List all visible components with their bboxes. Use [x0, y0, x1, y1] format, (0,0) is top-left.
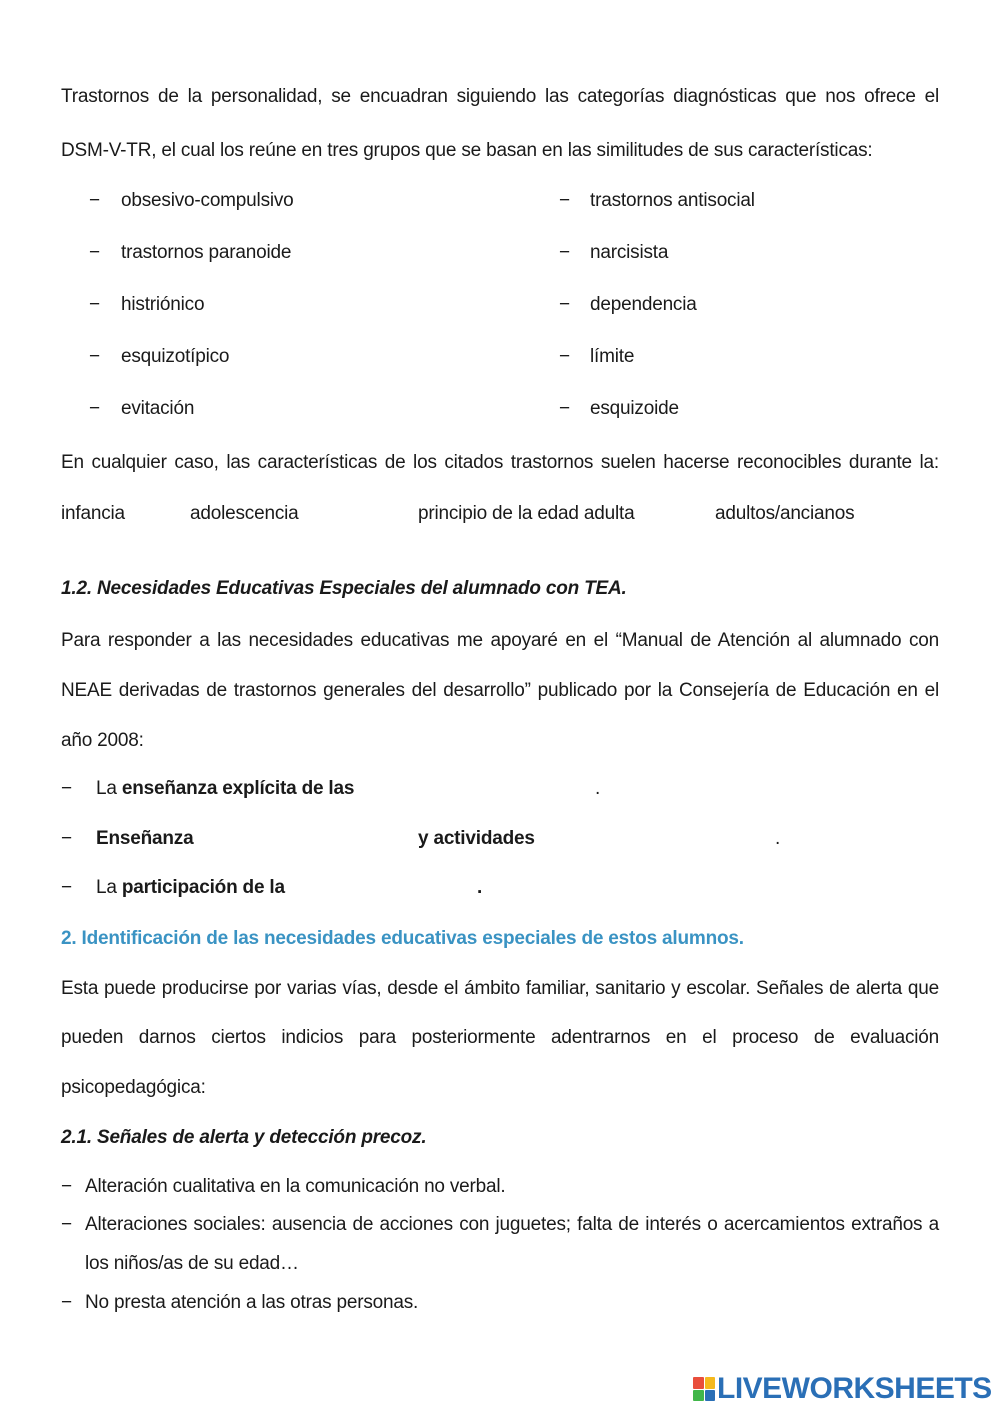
list-dash: − — [61, 877, 73, 898]
list-dash: − — [61, 1176, 73, 1197]
disorder-right-item: narcisista — [590, 242, 669, 263]
disorder-right-item: trastornos antisocial — [590, 190, 755, 211]
logo-tile — [693, 1390, 704, 1402]
fill-item-end: . — [477, 877, 483, 898]
onset-sentence: En cualquier caso, las características de los citados trastornos suelen hacerse reconocibles durante la: — [61, 452, 939, 473]
blank-input[interactable] — [197, 826, 415, 850]
list-dash: − — [559, 190, 571, 211]
section-1-2-heading: 1.2. Necesidades Educativas Especiales del alumnado con TEA. — [61, 578, 627, 599]
disorder-right-item: límite — [590, 346, 635, 367]
intro-line-1: Trastornos de la personalidad, se encuadran siguiendo las categorías diagnósticas que nos ofrece el — [61, 86, 939, 107]
disorder-left-item: esquizotípico — [121, 346, 230, 367]
disorder-left-item: histriónico — [121, 294, 205, 315]
liveworksheets-logo[interactable] — [693, 1372, 992, 1406]
disorder-right-item: esquizoide — [590, 398, 679, 419]
disorder-right-item: dependencia — [590, 294, 697, 315]
fill-item-bold: enseñanza explícita de las — [121, 778, 355, 799]
section-2-para-line-3: psicopedagógica: — [61, 1077, 206, 1098]
intro-line-2: DSM-V-TR, el cual los reúne en tres grupos que se basan en las similitudes de sus características: — [61, 140, 873, 161]
blank-input[interactable] — [289, 875, 475, 899]
onset-option-adultos[interactable]: adultos/ancianos — [715, 503, 855, 524]
fill-item-bold: participación de la — [121, 877, 285, 898]
list-dash: − — [89, 398, 101, 419]
fill-item-1 — [96, 778, 354, 800]
brand-name: LIVEWORKSHEETS — [717, 1372, 992, 1405]
list-dash: − — [89, 242, 101, 263]
alert-item: Alteración cualitativa en la comunicación no verbal. — [85, 1176, 506, 1197]
fill-item-bold: y actividades — [418, 828, 535, 849]
list-dash: − — [61, 1214, 73, 1235]
section-2-heading: 2. Identificación de las necesidades educativas especiales de estos alumnos. — [61, 928, 744, 949]
list-dash: − — [559, 294, 571, 315]
list-dash: − — [61, 828, 73, 849]
logo-tile — [705, 1377, 716, 1389]
list-dash: − — [89, 294, 101, 315]
section-2-para-line-2: pueden darnos ciertos indicios para posteriormente adentrarnos en el proceso de evaluación — [61, 1027, 939, 1048]
list-dash: − — [61, 778, 73, 799]
fill-item-prefix: La — [96, 778, 122, 799]
section-1-2-para-line-1: Para responder a las necesidades educativas me apoyaré en el “Manual de Atención al alumnado con — [61, 630, 939, 651]
section-2-1-heading: 2.1. Señales de alerta y detección precoz. — [61, 1127, 427, 1148]
list-dash: − — [61, 1292, 73, 1313]
fill-item-end: . — [595, 778, 601, 799]
blank-input[interactable] — [358, 776, 594, 800]
blank-input[interactable] — [538, 826, 772, 850]
disorder-left-item: trastornos paranoide — [121, 242, 292, 263]
list-dash: − — [559, 346, 571, 367]
disorder-left-item: evitación — [121, 398, 195, 419]
liveworksheets-logo-icon — [693, 1377, 715, 1401]
onset-option-infancia[interactable]: infancia — [61, 503, 125, 524]
fill-item-prefix: La — [96, 877, 122, 898]
list-dash: − — [89, 190, 101, 211]
section-1-2-para-line-3: año 2008: — [61, 730, 144, 751]
alert-item-continuation: los niños/as de su edad… — [85, 1253, 299, 1274]
list-dash: − — [559, 242, 571, 263]
logo-tile — [705, 1390, 716, 1402]
fill-item-end: . — [775, 828, 781, 849]
list-dash: − — [89, 346, 101, 367]
disorder-left-item: obsesivo-compulsivo — [121, 190, 294, 211]
fill-item-bold: Enseñanza — [96, 828, 194, 849]
onset-option-edad-adulta[interactable]: principio de la edad adulta — [418, 503, 635, 524]
logo-tile — [693, 1377, 704, 1389]
section-1-2-para-line-2: NEAE derivadas de trastornos generales del desarrollo” publicado por la Consejería de Educación en el — [61, 680, 939, 701]
alert-item: Alteraciones sociales: ausencia de acciones con juguetes; falta de interés o acercamientos extraños a — [85, 1214, 939, 1235]
fill-item-3 — [96, 877, 285, 899]
onset-option-adolescencia[interactable]: adolescencia — [190, 503, 299, 524]
alert-item: No presta atención a las otras personas. — [85, 1292, 419, 1313]
list-dash: − — [559, 398, 571, 419]
section-2-para-line-1: Esta puede producirse por varias vías, desde el ámbito familiar, sanitario y escolar. Señales de alerta que — [61, 978, 939, 999]
